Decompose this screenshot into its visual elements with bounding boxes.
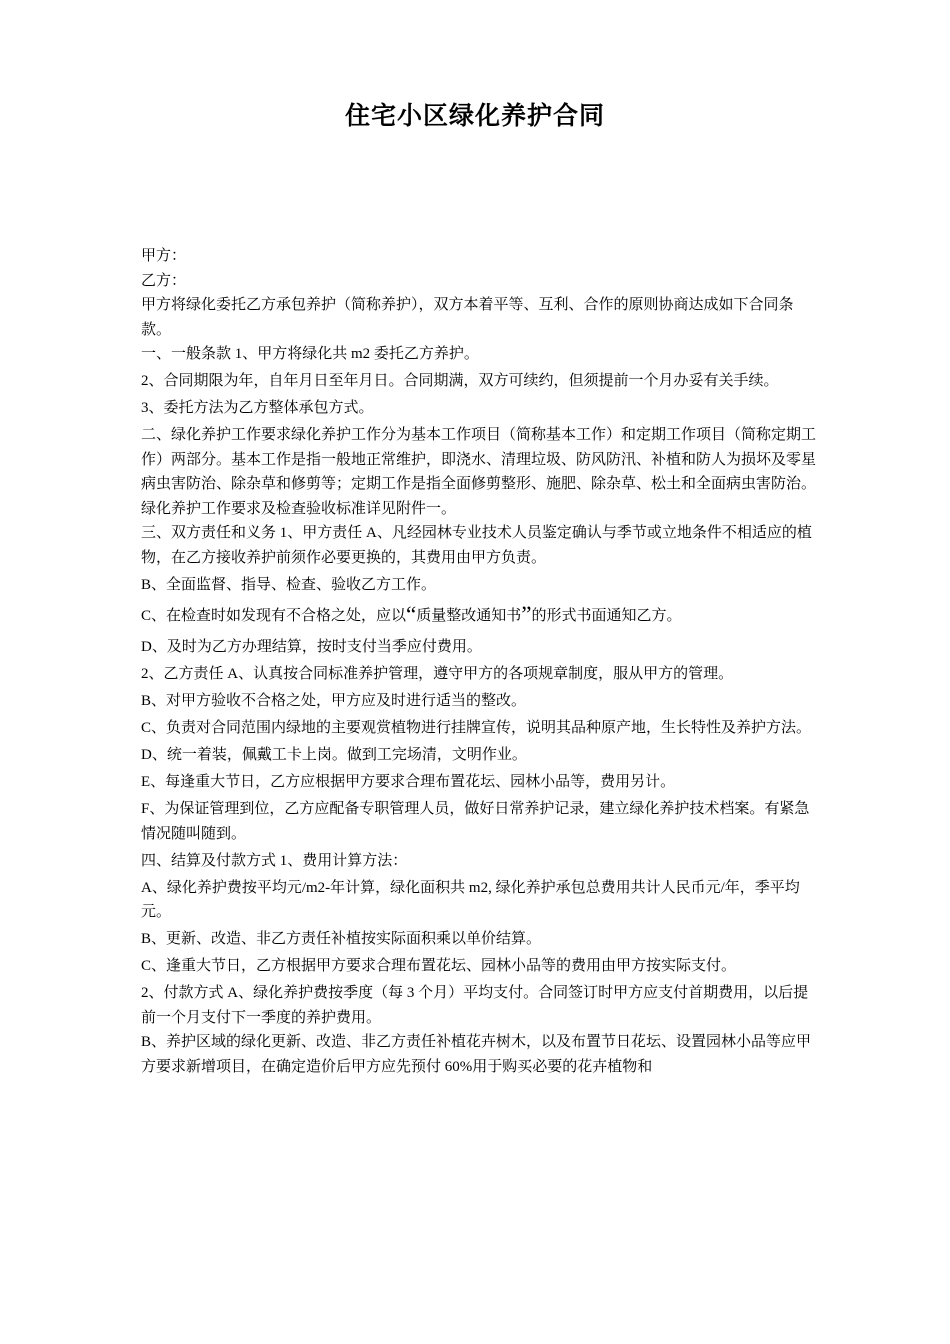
- close-quote: ”: [521, 602, 532, 627]
- clause-4-2b: B、养护区域的绿化更新、改造、非乙方责任补植花卉树木，以及布置节日花坛、设置园林小品等应甲方要求新增项目，在确定造价后甲方应先预付 60%用于购买必要的花卉植物和: [141, 1034, 812, 1075]
- document-title: 住宅小区绿化养护合同: [344, 101, 605, 130]
- clause-3-2e: E、每逢重大节日，乙方应根据甲方要求合理布置花坛、园林小品等，费用另计。: [141, 774, 676, 790]
- clause-1-3: 3、委托方法为乙方整体承包方式。: [141, 400, 374, 416]
- clause-3-2a: 2、乙方责任 A、认真按合同标准养护管理，遵守甲方的各项规章制度，服从甲方的管理。: [141, 666, 734, 682]
- clause-4-1b: B、更新、改造、非乙方责任补植按实际面积乘以单价结算。: [141, 931, 542, 947]
- clause-3-1d: D、及时为乙方办理结算，按时支付当季应付费用。: [141, 639, 482, 655]
- open-quote: “: [406, 602, 417, 627]
- clause-1-2: 2、合同期限为年，自年月日至年月日。合同期满，双方可续约，但须提前一个月办妥有关手续。: [141, 373, 779, 389]
- intro-paragraph: 甲方将绿化委托乙方承包养护（简称养护），双方本着平等、互利、合作的原则协商达成如下合同条款。: [141, 297, 794, 338]
- party-b-line: 乙方：: [141, 272, 187, 289]
- clause-3-2c: C、负责对合同范围内绿地的主要观赏植物进行挂牌宣传，说明其品种原产地，生长特性及养护方法。: [141, 720, 812, 736]
- clause-2: 二、绿化养护工作要求绿化养护工作分为基本工作项目（简称基本工作）和定期工作项目（简称定期工作）两部分。基本工作是指一般地正常维护，即浇水、清理垃圾、防风防汛、补植和防人为损坏及零星病虫害防治、除杂草和修剪等；定期工作是指全面修剪整形、施肥、除杂草、松土和全面病虫害防治。: [141, 427, 817, 492]
- clause-3-2d: D、统一着装，佩戴工卡上岗。做到工完场清，文明作业。: [141, 747, 527, 763]
- clause-4-1: 四、结算及付款方式 1、费用计算方法：: [141, 852, 408, 869]
- clause-3-2f: F、为保证管理到位，乙方应配备专职管理人员，做好日常养护记录，建立绿化养护技术档案。有紧急情况随叫随到。: [141, 801, 810, 842]
- notice-name: 质量整改通知书: [416, 608, 522, 624]
- clause-4-2a: 2、付款方式 A、绿化养护费按季度（每 3 个月）平均支付。合同签订时甲方应支付首期费用，以后提前一个月支付下一季度的养护费用。: [141, 985, 809, 1026]
- clause-3-1b: B、全面监督、指导、检查、验收乙方工作。: [141, 576, 437, 593]
- clause-4-1c: C、逢重大节日，乙方根据甲方要求合理布置花坛、园林小品等的费用由甲方按实际支付。: [141, 958, 737, 974]
- party-a-line: 甲方：: [141, 248, 187, 264]
- clause-3-2b: B、对甲方验收不合格之处，甲方应及时进行适当的整改。: [141, 693, 527, 709]
- clause-3-1c: [141, 601, 817, 631]
- clause-3-1a: 三、双方责任和义务 1、甲方责任 A、凡经园林专业技术人员鉴定确认与季节或立地条件不相适应的植物，在乙方接收养护前须作必要更换的，其费用由甲方负责。: [141, 525, 812, 566]
- clause-2-appendix: 绿化养护工作要求及检查验收标准详见附件一。: [141, 500, 457, 517]
- clause-4-1a: A、绿化养护费按平均元/m2-年计算，绿化面积共 m2, 绿化养护承包总费用共计人民币元/年，季平均元。: [141, 879, 800, 920]
- clause-3-1c-start: C、在检查时如发现有不合格之处，应以: [141, 608, 407, 624]
- clause-1-1: 一、一般条款 1、甲方将绿化共 m2 委托乙方养护。: [141, 346, 479, 362]
- clause-3-1c-end: 的形式书面通知乙方。: [531, 608, 682, 624]
- document-body: [141, 244, 817, 1079]
